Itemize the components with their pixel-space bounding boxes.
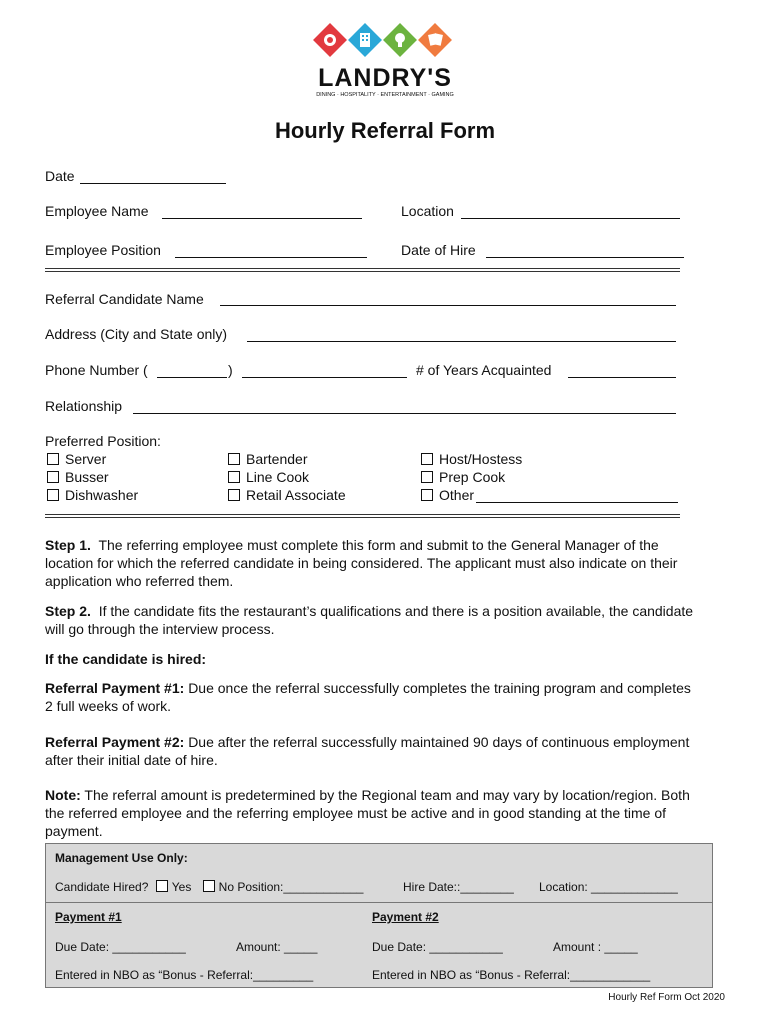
area-code-field[interactable] — [157, 377, 227, 378]
step-2: Step 2. If the candidate fits the restaurant’s qualifications and there is a position available, the candidate will go through the interview process. — [45, 603, 694, 637]
date-field[interactable] — [80, 183, 226, 184]
address-label: Address (City and State only) — [45, 326, 228, 342]
no-checkbox[interactable] — [203, 880, 215, 892]
logo — [300, 20, 470, 98]
payment-1-nbo[interactable]: Entered in NBO as “Bonus - Referral:_________ — [55, 968, 314, 982]
relationship-label: Relationship — [45, 398, 123, 414]
payment-1-info: Referral Payment #1: Due once the referral successfully completes the training program and completes 2 full weeks of work. — [45, 680, 691, 714]
phone-field[interactable] — [242, 377, 407, 378]
checkbox-icon — [421, 453, 433, 465]
note: Note: The referral amount is predetermined by the Regional team and may vary by location/region. Both the referred employee and the referring employee must be active and in good standing at the time of payment. — [45, 787, 690, 839]
checkbox-icon — [421, 489, 433, 501]
date-label: Date — [45, 168, 75, 184]
checkbox-icon — [47, 453, 59, 465]
yes-checkbox[interactable] — [156, 880, 168, 892]
payment-2-nbo[interactable]: Entered in NBO as “Bonus - Referral:____________ — [372, 968, 651, 982]
employee-position-label: Employee Position — [45, 242, 161, 258]
logo-icons — [300, 20, 470, 62]
payment-2-heading: Payment #2 — [372, 910, 439, 924]
payment-2-amount[interactable]: Amount : _____ — [553, 940, 638, 954]
checkbox-icon — [228, 471, 240, 483]
preferred-position-label: Preferred Position: — [45, 433, 161, 449]
checkbox-host-hostess[interactable]: Host/Hostess — [421, 451, 522, 467]
box-divider — [46, 902, 712, 903]
date-of-hire-field[interactable] — [486, 257, 684, 258]
gaming-icon — [418, 23, 452, 57]
checkbox-prep-cook[interactable]: Prep Cook — [421, 469, 505, 485]
checkbox-icon — [228, 489, 240, 501]
management-box — [45, 843, 713, 988]
payment-1-amount[interactable]: Amount: _____ — [236, 940, 318, 954]
candidate-name-field[interactable] — [220, 305, 676, 306]
payment-1-due-date[interactable]: Due Date: ___________ — [55, 940, 186, 954]
payment-2-info: Referral Payment #2: Due after the referral successfully maintained 90 days of continuous employment after their initial date of hire. — [45, 734, 690, 768]
checkbox-icon — [421, 471, 433, 483]
brand-name: LANDRY'S — [318, 64, 452, 92]
location-label: Location — [401, 203, 454, 219]
checkbox-icon — [47, 471, 59, 483]
divider — [45, 514, 680, 518]
location-field[interactable] — [461, 218, 680, 219]
candidate-name-label: Referral Candidate Name — [45, 291, 204, 307]
divider — [45, 268, 680, 272]
management-heading: Management Use Only: — [55, 851, 188, 865]
payment-2-due-date[interactable]: Due Date: ___________ — [372, 940, 503, 954]
payment-1-heading: Payment #1 — [55, 910, 122, 924]
checkbox-retail-associate[interactable]: Retail Associate — [228, 487, 346, 503]
checkbox-busser[interactable]: Busser — [47, 469, 109, 485]
checkbox-line-cook[interactable]: Line Cook — [228, 469, 309, 485]
footer-text: Hourly Ref Form Oct 2020 — [608, 992, 725, 1003]
entertainment-icon — [383, 23, 417, 57]
checkbox-dishwasher[interactable]: Dishwasher — [47, 487, 138, 503]
employee-position-field[interactable] — [175, 257, 367, 258]
date-of-hire-label: Date of Hire — [401, 242, 476, 258]
phone-close: ) — [228, 362, 233, 378]
checkbox-other[interactable]: Other — [421, 487, 474, 503]
employee-name-field[interactable] — [162, 218, 362, 219]
checkbox-server[interactable]: Server — [47, 451, 106, 467]
checkbox-icon — [228, 453, 240, 465]
checkbox-icon — [47, 489, 59, 501]
relationship-field[interactable] — [133, 413, 676, 414]
phone-label: Phone Number ( — [45, 362, 148, 378]
other-field[interactable] — [476, 502, 678, 503]
mgmt-location-field[interactable]: Location: _____________ — [539, 880, 678, 894]
hospitality-icon — [348, 23, 382, 57]
years-label: # of Years Acquainted — [416, 362, 552, 378]
dining-icon — [313, 23, 347, 57]
employee-name-label: Employee Name — [45, 203, 149, 219]
brand-tagline: DINING · HOSPITALITY · ENTERTAINMENT · GAMING — [316, 92, 454, 98]
address-field[interactable] — [247, 341, 676, 342]
years-field[interactable] — [568, 377, 676, 378]
checkbox-bartender[interactable]: Bartender — [228, 451, 307, 467]
hire-date-field[interactable]: Hire Date::________ — [403, 880, 514, 894]
hired-heading: If the candidate is hired: — [45, 651, 207, 667]
form-title: Hourly Referral Form — [274, 118, 496, 143]
step-1: Step 1. The referring employee must complete this form and submit to the General Manager of the location for which the referred candidate in being considered. The applicant must also indicate on their application who referred them. — [45, 537, 678, 589]
candidate-hired-row: Candidate Hired? Yes No Position:____________ — [55, 880, 364, 894]
